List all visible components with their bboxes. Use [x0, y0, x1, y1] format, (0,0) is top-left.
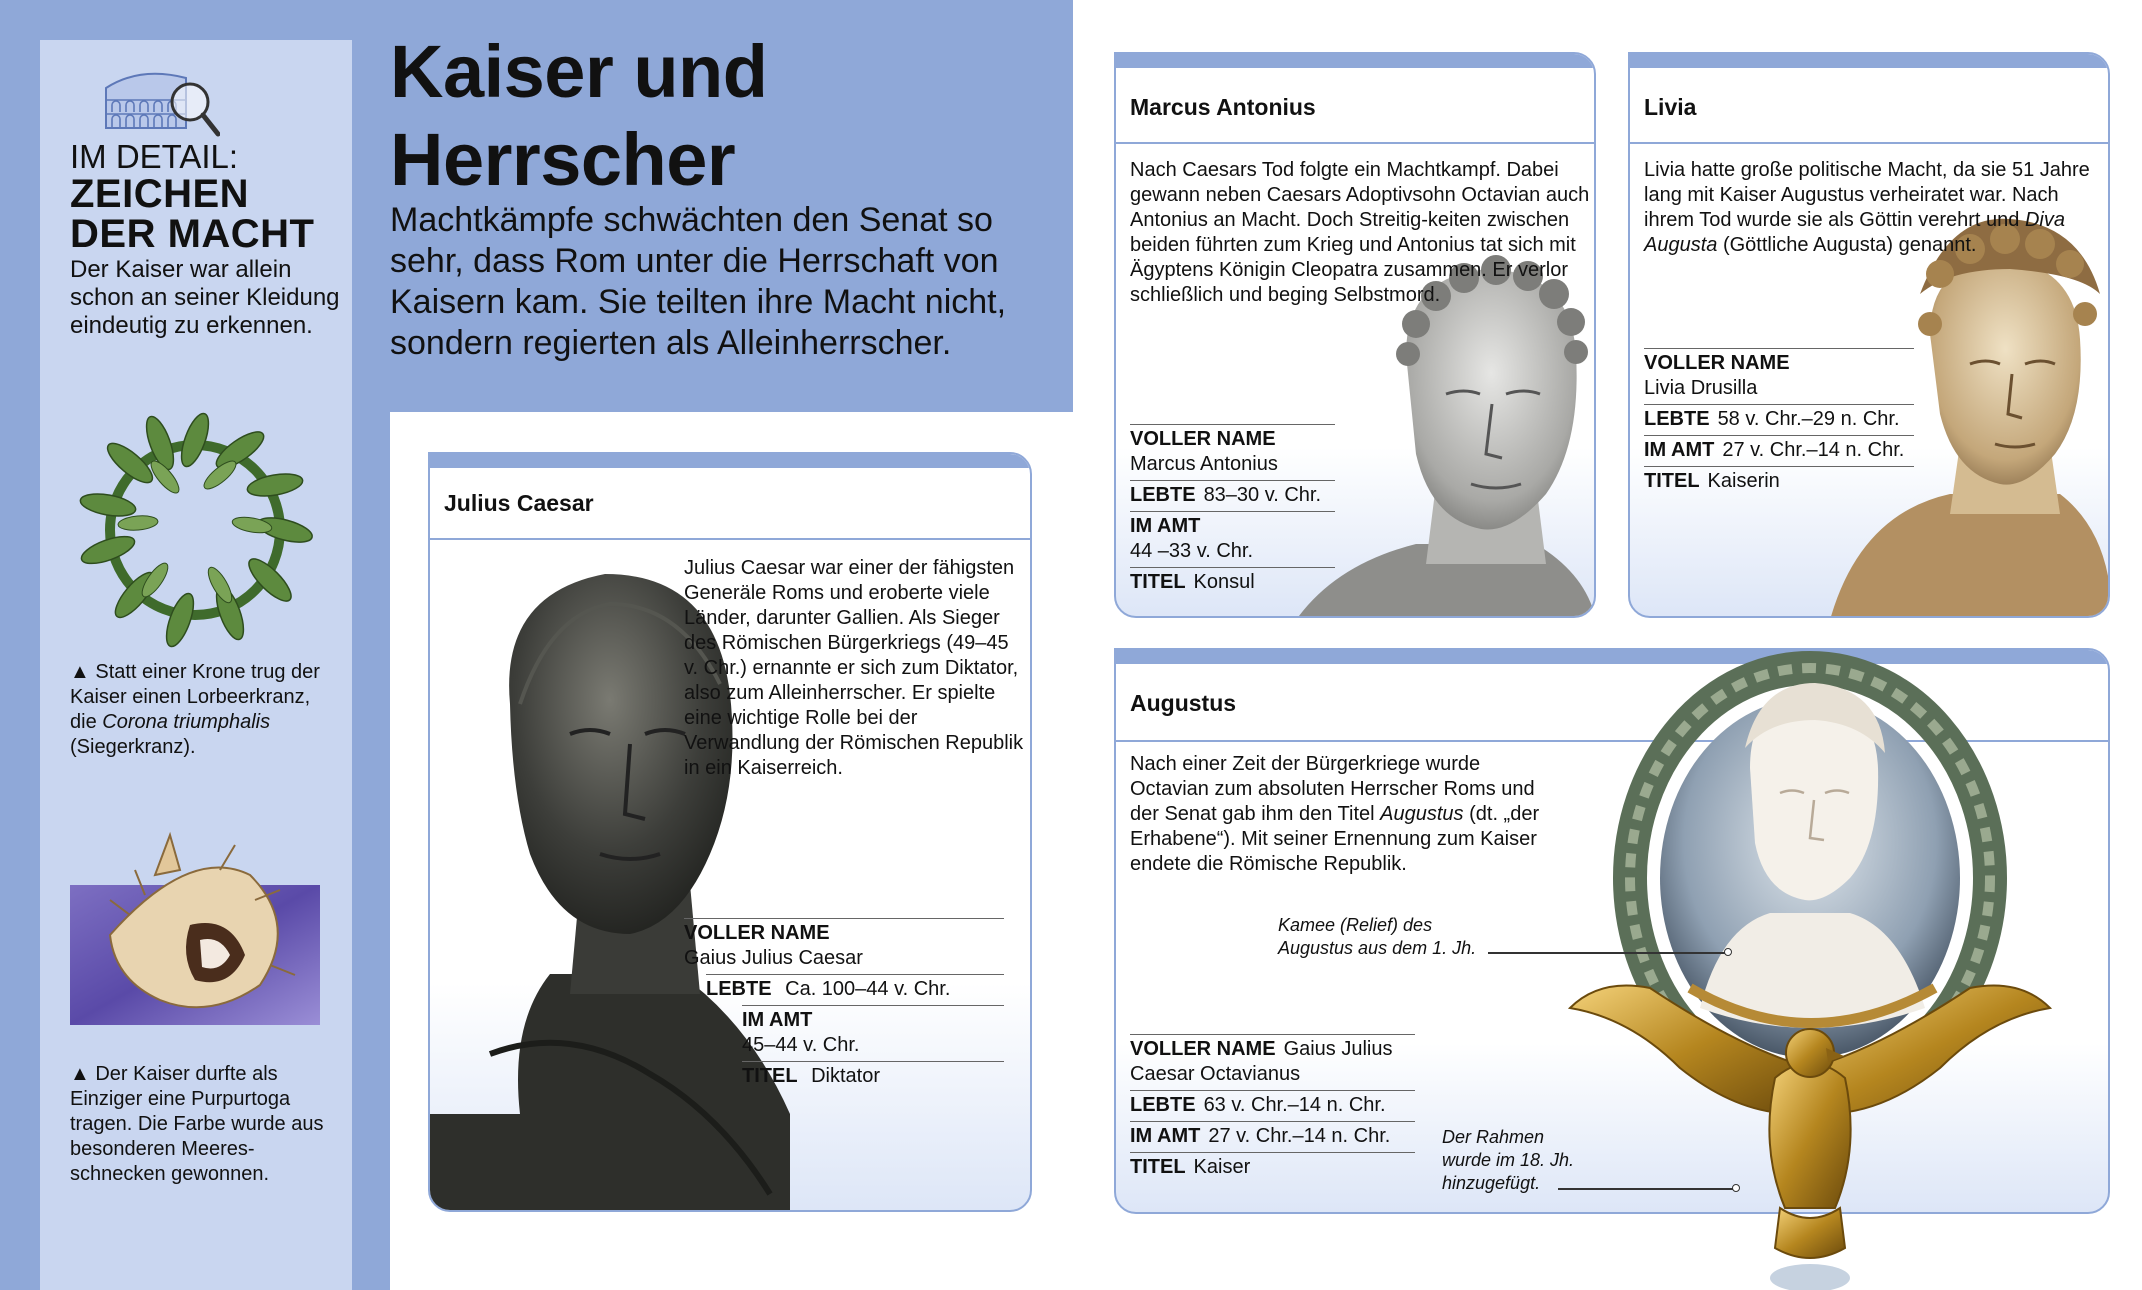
sidebar-title-line2: DER MACHT: [70, 212, 315, 256]
caesar-text: Julius Caesar war einer der fähigsten Generäle Roms und eroberte viele Länder, darunter Gallien. Als Sieger des Römischen Bürgerkriegs (49–45 v. Chr.) ernannte er sich zum Diktator, also zum Alleinherrscher. Er spielte eine wichtige Rolle bei der Verwandlung der Römischen Republik in ein Kaiserreich.: [684, 557, 1024, 779]
caesar-card-title: Julius Caesar: [444, 490, 594, 516]
sidebar-body: Der Kaiser war allein schon an seiner Kleidung eindeutig zu erkennen.: [70, 256, 340, 339]
fact-full-name: VOLLER NAME Gaius Julius Caesar Octavianus: [1130, 1034, 1415, 1090]
caesar-card: [428, 452, 1032, 1212]
fact-lived: LEBTE 58 v. Chr.–29 n. Chr.: [1644, 404, 1914, 435]
caesar-facts: [684, 918, 1004, 1092]
fact-full-name: VOLLER NAME Livia Drusilla: [1644, 348, 1914, 404]
livia-facts: [1644, 348, 1914, 497]
murex-shell-image: [70, 815, 320, 1025]
cameo-leader-dot: [1724, 948, 1732, 956]
page-intro: Machtkämpfe schwächten den Senat so sehr, dass Rom unter die Herrschaft von Kaisern kam. Sie teilten ihre Macht nicht, sondern regierten als Alleinherrscher.: [390, 201, 1007, 362]
livia-text: Livia hatte große politische Macht, da sie 51 Jahre lang mit Kaiser Augustus verheiratet war. Nach ihrem Tod wurde sie als Göttin verehrt und Diva Augusta (Göttliche Augusta) genannt.: [1644, 159, 2090, 256]
card-rule: [1630, 142, 2108, 144]
augustus-card-title: Augustus: [1130, 690, 1237, 716]
augustus-facts: [1130, 1034, 1415, 1183]
fact-office: IM AMT 45–44 v. Chr.: [742, 1005, 1004, 1061]
fact-title: TITEL Diktator: [742, 1061, 1004, 1092]
fact-title: TITEL Konsul: [1130, 567, 1335, 598]
wreath-caption: ▲ Statt einer Krone trug der Kaiser einen Lorbeerkranz, die Corona triumphalis (Siegerkranz).: [70, 661, 320, 758]
frame-leader-line: [1558, 1188, 1736, 1190]
colosseum-magnifier-icon: [100, 52, 220, 142]
fact-title: TITEL Kaiserin: [1644, 466, 1914, 497]
card-rule: [1116, 142, 1594, 144]
augustus-text: Nach einer Zeit der Bürgerkriege wurde Octavian zum absoluten Herrscher Roms und der Senat gab ihm den Titel Augustus (dt. „der Erhabene“). Mit seiner Ernennung zum Kaiser endete die Römische Republik.: [1130, 753, 1540, 875]
fact-lived: LEBTE 83–30 v. Chr.: [1130, 480, 1335, 511]
cameo-note: Kamee (Relief) des Augustus aus dem 1. Jh.: [1278, 915, 1477, 958]
sidebar-heading-block: [70, 140, 340, 340]
frame-note: Der Rahmen wurde im 18. Jh. hinzugefügt.: [1442, 1127, 1575, 1193]
card-top-band: [430, 454, 1030, 468]
livia-card: [1628, 52, 2110, 618]
murex-caption: ▲ Der Kaiser durfte als Einziger eine Purpurtoga tragen. Die Farbe wurde aus besonderen Meeres-schnecken gewonnen.: [70, 1063, 324, 1185]
sidebar-title-line1: ZEICHEN: [70, 172, 250, 216]
fact-title: TITEL Kaiser: [1130, 1152, 1415, 1183]
frame-leader-dot: [1732, 1184, 1740, 1192]
sidebar-kicker: IM DETAIL:: [70, 138, 239, 175]
augustus-cameo-image: [1540, 628, 2080, 1290]
fact-lived: LEBTE 63 v. Chr.–14 n. Chr.: [1130, 1090, 1415, 1121]
cameo-leader-line: [1488, 952, 1728, 954]
fact-office: IM AMT 27 v. Chr.–14 n. Chr.: [1644, 435, 1914, 466]
fact-office: IM AMT 44 –33 v. Chr.: [1130, 511, 1335, 567]
livia-card-title: Livia: [1644, 94, 1697, 120]
page-title: Kaiser und Herrscher: [390, 30, 768, 201]
antonius-card-title: Marcus Antonius: [1130, 94, 1316, 120]
fact-lived: LEBTE Ca. 100–44 v. Chr.: [706, 974, 1004, 1005]
card-top-band: [1116, 54, 1594, 68]
laurel-wreath-image: [70, 405, 320, 655]
card-rule: [430, 538, 1030, 540]
card-top-band: [1630, 54, 2108, 68]
fact-full-name: VOLLER NAME Marcus Antonius: [1130, 424, 1335, 480]
fact-office: IM AMT 27 v. Chr.–14 n. Chr.: [1130, 1121, 1415, 1152]
antonius-text: Nach Caesars Tod folgte ein Machtkampf. Dabei gewann neben Caesars Adoptivsohn Octavian auch Antonius an Macht. Doch Streitig-keiten zwischen beiden führten zum Krieg und Antonius tat sich mit Ägyptens Königin Cleopatra zusammen. Er verlor schließlich und beging Selbstmord.: [1130, 159, 1590, 306]
antonius-card: [1114, 52, 1596, 618]
antonius-facts: [1130, 424, 1335, 598]
fact-full-name: VOLLER NAME Gaius Julius Caesar: [684, 918, 1004, 974]
